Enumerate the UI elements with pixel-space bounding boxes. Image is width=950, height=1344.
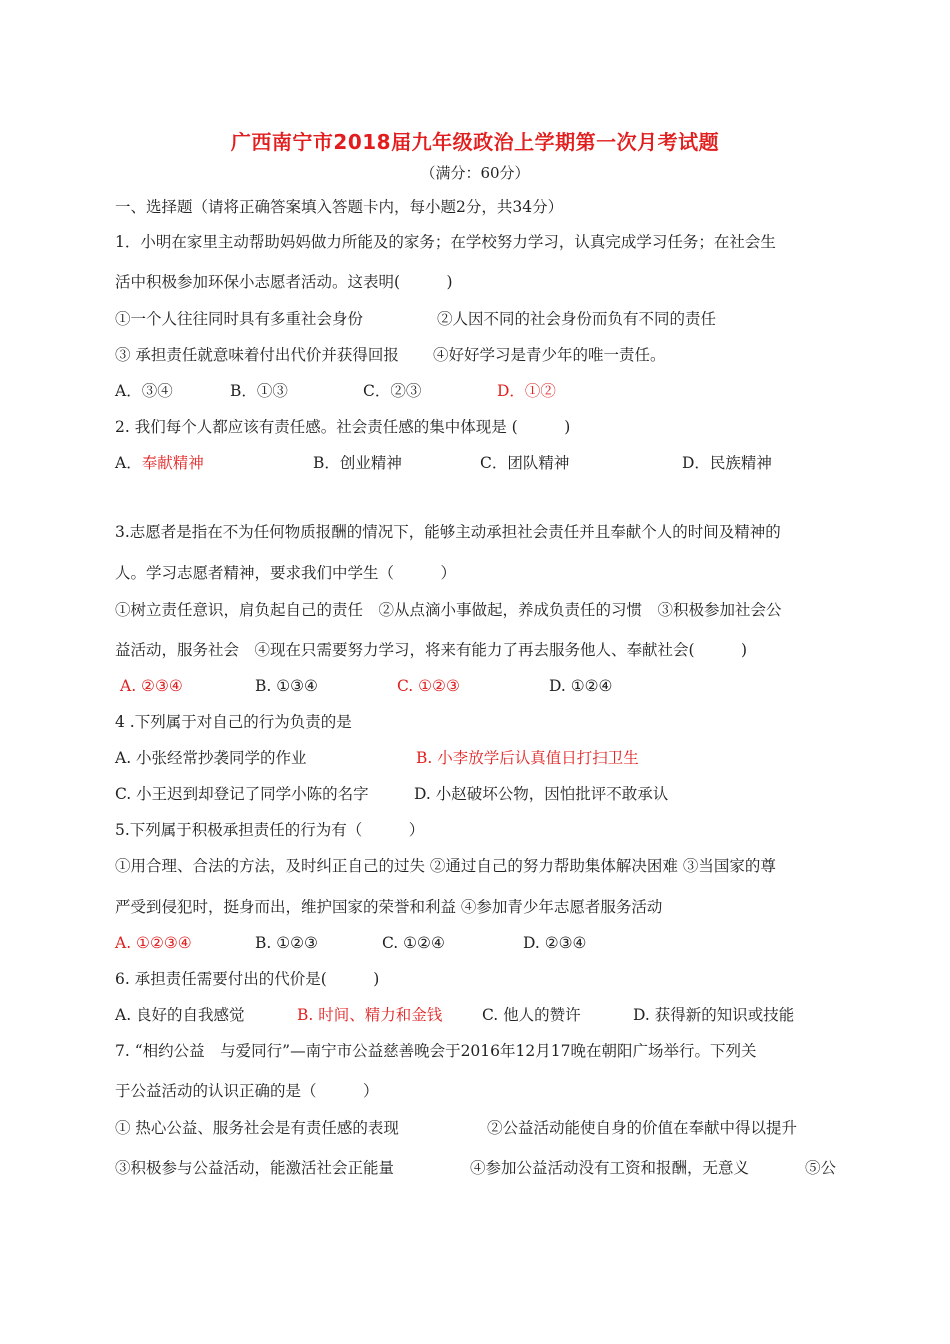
q5-option-d: D. ②③④: [523, 934, 587, 952]
q7-statement-2: ②公益活动能使自身的价值在奉献中得以提升: [487, 1119, 798, 1137]
q5-statements-line2: 严受到侵犯时，挺身而出，维护国家的荣誉和利益 ④参加青少年志愿者服务活动: [115, 898, 663, 916]
q7-statement-3: ③积极参与公益活动，能激活社会正能量: [115, 1159, 395, 1177]
q3-option-d: D. ①②④: [549, 677, 613, 695]
q5-statements-line1: ①用合理、合法的方法，及时纠正自己的过失 ②通过自己的努力帮助集体解决困难 ③当国家的尊: [115, 857, 776, 875]
q6-option-d: D. 获得新的知识或技能: [633, 1006, 795, 1024]
q1-option-b: B．①③: [230, 382, 288, 400]
q1-statement-2: ②人因不同的社会身份而负有不同的责任: [437, 310, 717, 328]
q7-stem-line2: 于公益活动的认识正确的是（ ）: [115, 1082, 379, 1100]
q2-option-b: B．创业精神: [313, 454, 402, 472]
q1-statement-1: ①一个人往往同时具有多重社会身份: [115, 310, 364, 328]
page-title: 广西南宁市2018届九年级政治上学期第一次月考试题: [230, 130, 720, 154]
q2-option-c: C．团队精神: [480, 454, 570, 472]
q3-statements-line2: 益活动，服务社会 ④现在只需要努力学习，将来有能力了再去服务他人、奉献社会( ): [115, 641, 748, 659]
q4-option-d: D. 小赵破坏公物，因怕批评不敢承认: [414, 785, 669, 803]
q7-statement-5-start: ⑤公: [805, 1159, 837, 1177]
q3-stem-line1: 3.志愿者是指在不为任何物质报酬的情况下，能够主动承担社会责任并且奉献个人的时间及精神的: [115, 523, 781, 541]
q1-option-d-answer: D．①②: [497, 382, 556, 400]
q6-option-c: C. 他人的赞许: [482, 1006, 581, 1024]
q3-statements-line1: ①树立责任意识，肩负起自己的责任 ②从点滴小事做起，养成负责任的习惯 ③积极参加社会公: [115, 601, 782, 619]
q1-stem-line1: 1．小明在家里主动帮助妈妈做力所能及的家务；在学校努力学习，认真完成学习任务；在社会生: [115, 233, 776, 251]
q1-stem-line2: 活中积极参加环保小志愿者活动。这表明( ): [115, 273, 453, 291]
q5-option-c: C. ①②④: [382, 934, 445, 952]
q6-stem: 6. 承担责任需要付出的代价是( ): [115, 970, 380, 988]
q3-option-b: B. ①③④: [255, 677, 318, 695]
q3-option-c: C. ①②③: [397, 677, 460, 695]
q7-statement-1: ① 热心公益、服务社会是有责任感的表现: [115, 1119, 399, 1137]
q6-option-b-answer: B. 时间、精力和金钱: [297, 1006, 443, 1024]
q4-option-b-answer: B. 小李放学后认真值日打扫卫生: [416, 749, 639, 767]
q5-option-b: B. ①②③: [255, 934, 318, 952]
q5-option-a-answer: A. ①②③④: [115, 934, 192, 952]
q5-stem: 5.下列属于积极承担责任的行为有（ ）: [115, 821, 425, 839]
q2-stem: 2. 我们每个人都应该有责任感。社会责任感的集中体现是 ( ): [115, 418, 571, 436]
q3-stem-line2: 人。学习志愿者精神，要求我们中学生（ ）: [115, 564, 457, 582]
q1-option-a: A．③④: [115, 382, 173, 400]
section-heading: 一、选择题（请将正确答案填入答题卡内，每小题2分，共34分）: [115, 198, 564, 216]
q2-option-d: D．民族精神: [682, 454, 772, 472]
q6-option-a: A. 良好的自我感觉: [115, 1006, 245, 1024]
q7-statement-4: ④参加公益活动没有工资和报酬，无意义: [470, 1159, 750, 1177]
q2-option-a: [115, 453, 204, 473]
q2-option-a-letter: A．: [115, 454, 142, 472]
q1-statement-3: ③ 承担责任就意味着付出代价并获得回报: [115, 346, 399, 364]
full-score: （满分：60分）: [420, 164, 530, 182]
q4-option-a: A. 小张经常抄袭同学的作业: [115, 749, 307, 767]
q2-option-a-answer: 奉献精神: [141, 454, 204, 472]
q7-stem-line1: 7. “相约公益 与爱同行”—南宁市公益慈善晚会于2016年12月17晚在朝阳广场举行。下列关: [115, 1042, 757, 1060]
q1-statement-4: ④好好学习是青少年的唯一责任。: [433, 346, 666, 364]
q3-option-a: A. ②③④: [120, 677, 183, 695]
q4-option-c: C. 小王迟到却登记了同学小陈的名字: [115, 785, 369, 803]
q1-option-c: C．②③: [363, 382, 422, 400]
q4-stem: 4 .下列属于对自己的行为负责的是: [115, 713, 352, 731]
